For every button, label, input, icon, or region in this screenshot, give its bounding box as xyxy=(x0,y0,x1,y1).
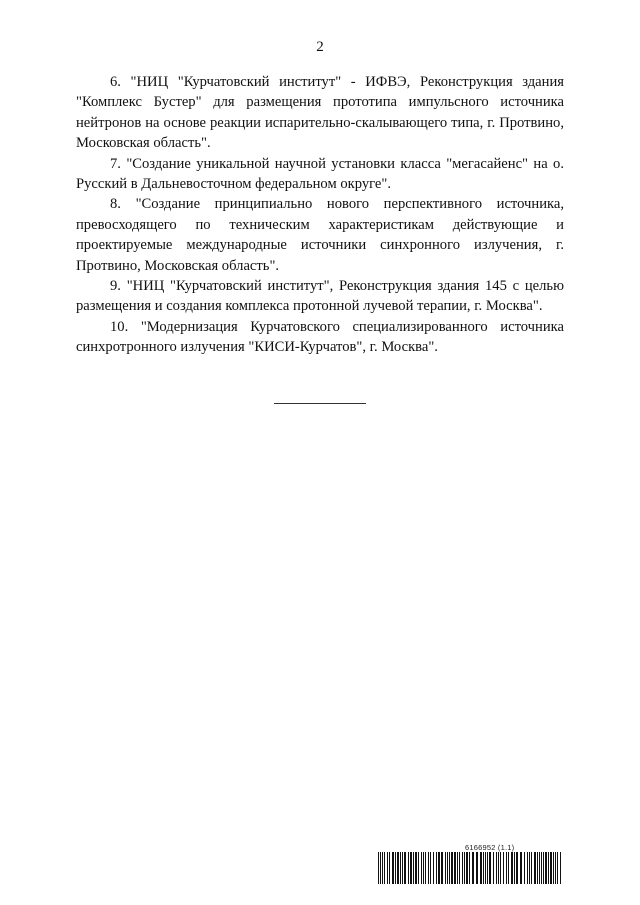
list-item: 9. "НИЦ "Курчатовский институт", Реконструкция здания 145 с целью размещения и создания комплекса протонной лучевой терапии, г. Москва". xyxy=(76,278,564,315)
barcode-bar xyxy=(561,852,563,884)
barcode-id-text: 6166952 (1.1) xyxy=(465,843,515,852)
barcode-image xyxy=(378,852,564,884)
list-item: 8. "Создание принципиально нового перспективного источника, превосходящего по техническим характеристикам действующие и проектируемые международные источники синхронного излучения, г. Протвино, Московская область". xyxy=(76,196,564,274)
list-item: 7. "Создание уникальной научной установки класса "мегасайенс" на о. Русский в Дальневосточном федеральном округе". xyxy=(76,155,564,193)
list-item: 10. "Модернизация Курчатовского специализированного источника синхротронного излучения "КИСИ-Курчатов", г. Москва". xyxy=(76,318,564,356)
page-number: 2 xyxy=(316,39,324,55)
end-divider xyxy=(274,403,366,404)
list-item: 6. "НИЦ "Курчатовский институт" - ИФВЭ, Реконструкция здания "Комплекс Бустер" для размещения прототипа импульсного источника нейтронов на основе реакции испарительно-скалывающего типа, г. Протвино, Московская область". xyxy=(76,74,564,152)
document-body xyxy=(76,72,564,358)
